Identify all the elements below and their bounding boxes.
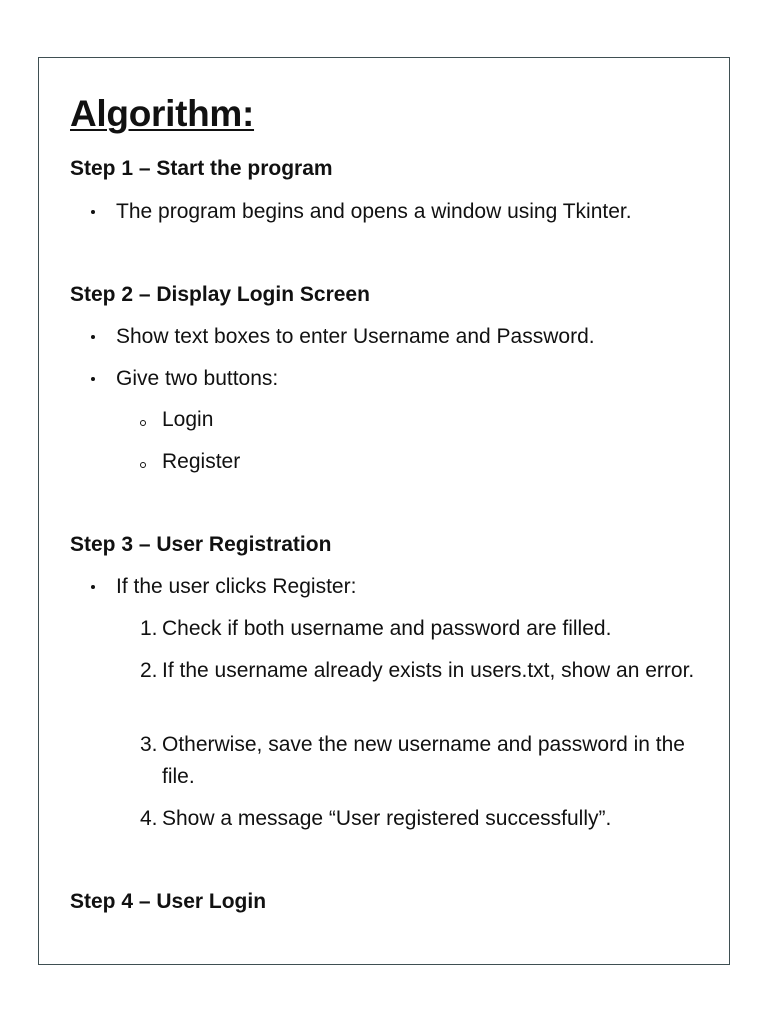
sub-bullet-text: Login bbox=[162, 408, 214, 431]
step-1-heading: Step 1 – Start the program bbox=[70, 157, 333, 180]
list-number: 1. bbox=[140, 617, 158, 640]
bullet-text: Give two buttons: bbox=[116, 367, 279, 390]
bullet-icon bbox=[91, 335, 95, 339]
step-4-heading: Step 4 – User Login bbox=[70, 890, 267, 913]
step-2-sub-bullet-login bbox=[39, 407, 729, 437]
document-page bbox=[38, 57, 730, 965]
circle-bullet-icon bbox=[140, 420, 146, 426]
list-number: 2. bbox=[140, 659, 158, 682]
step-2-bullet-1 bbox=[39, 324, 729, 354]
list-item-text: If the username already exists in users.txt, show an error. bbox=[162, 659, 695, 682]
bullet-text: If the user clicks Register: bbox=[116, 575, 357, 598]
sub-bullet-text: Register bbox=[162, 450, 241, 473]
step-3-heading: Step 3 – User Registration bbox=[70, 533, 332, 556]
list-item-text: Check if both username and password are filled. bbox=[162, 617, 612, 640]
bullet-icon bbox=[91, 377, 95, 381]
step-2-sub-bullet-register bbox=[39, 449, 729, 479]
list-number: 3. bbox=[140, 733, 158, 756]
bullet-text: Show text boxes to enter Username and Password. bbox=[116, 325, 595, 348]
step-2-heading: Step 2 – Display Login Screen bbox=[70, 283, 370, 306]
bullet-icon bbox=[91, 585, 95, 589]
list-item-text: Show a message “User registered successfully”. bbox=[162, 807, 612, 830]
document-title: Algorithm: bbox=[70, 93, 255, 134]
step-2-bullet-2 bbox=[39, 366, 729, 396]
list-item-text: Otherwise, save the new username and password in the file. bbox=[162, 733, 685, 788]
document-content bbox=[39, 58, 729, 964]
bullet-icon bbox=[91, 210, 95, 214]
list-number: 4. bbox=[140, 807, 158, 830]
step-1-bullet-1 bbox=[39, 199, 729, 229]
step-3-bullet-1 bbox=[39, 574, 729, 604]
bullet-text: The program begins and opens a window using Tkinter. bbox=[116, 200, 632, 223]
circle-bullet-icon bbox=[140, 462, 146, 468]
